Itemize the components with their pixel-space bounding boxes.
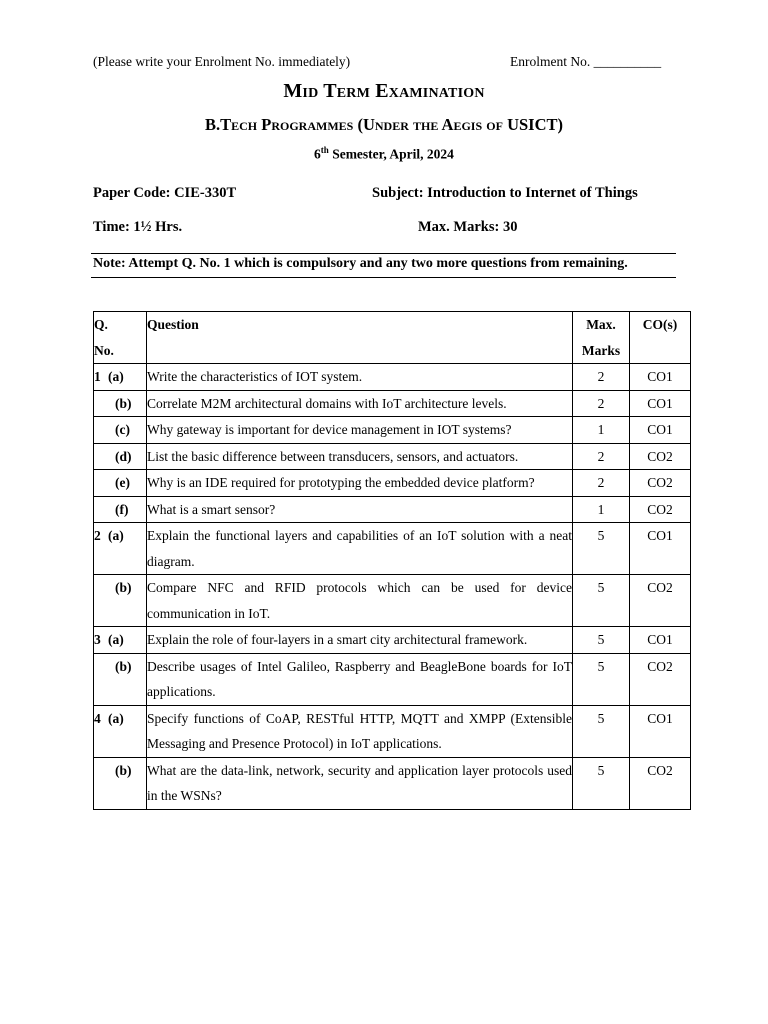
header-marks-line1: Max. (586, 317, 616, 332)
question-number (94, 705, 147, 757)
table-row (94, 757, 691, 809)
header-qno-line2: No. (94, 342, 114, 358)
course-outcome: CO2 (630, 496, 691, 523)
enrolment-instruction: (Please write your Enrolment No. immediately) (93, 54, 351, 69)
table-row (94, 496, 691, 523)
course-outcome: CO2 (630, 470, 691, 497)
table-row (94, 705, 691, 757)
question-number (94, 417, 147, 444)
question-marks: 1 (573, 417, 630, 444)
question-number (94, 364, 147, 391)
table-row (94, 390, 691, 417)
question-part: (d) (115, 448, 132, 464)
question-number (94, 757, 147, 809)
programme-title: B.Tech Programmes (Under the Aegis of USICT) (205, 115, 563, 134)
course-outcome: CO2 (630, 653, 691, 705)
header-qno (94, 312, 147, 364)
question-marks: 2 (573, 390, 630, 417)
course-outcome: CO1 (630, 627, 691, 654)
question-number (94, 575, 147, 627)
instruction-note: Note: Attempt Q. No. 1 which is compulsory and any two more questions from remaining. (93, 256, 628, 271)
question-number (94, 496, 147, 523)
question-text: Explain the role of four-layers in a smart city architectural framework. (147, 627, 573, 654)
question-table (93, 311, 691, 810)
table-row (94, 523, 691, 575)
question-marks: 2 (573, 443, 630, 470)
question-main-number: 3 (94, 632, 101, 647)
question-main-number: 4 (94, 710, 101, 726)
table-row (94, 575, 691, 627)
subject: Subject: Introduction to Internet of Things (372, 185, 638, 201)
max-marks: Max. Marks: 30 (418, 219, 518, 235)
course-outcome: CO2 (630, 757, 691, 809)
question-part: (b) (115, 762, 132, 778)
semester-text: Semester, April, 2024 (328, 146, 454, 162)
question-marks: 5 (573, 523, 630, 575)
question-rows (94, 364, 691, 810)
question-text: Compare NFC and RFID protocols which can be used for device communication in IoT. (147, 575, 573, 627)
question-marks: 5 (573, 757, 630, 809)
table-row (94, 443, 691, 470)
question-marks: 5 (573, 705, 630, 757)
question-number (94, 653, 147, 705)
note-bottom-rule (91, 277, 676, 278)
table-row (94, 653, 691, 705)
question-part: (f) (115, 501, 129, 517)
note-top-rule (91, 253, 676, 254)
question-text: Specify functions of CoAP, RESTful HTTP, MQTT and XMPP (Extensible Messaging and Presence Protocol) in IoT applications. (147, 705, 573, 757)
question-part: (c) (115, 422, 130, 437)
enrolment-number-label: Enrolment No. __________ (510, 54, 662, 69)
question-part: (a) (108, 369, 124, 384)
question-marks: 2 (573, 470, 630, 497)
header-marks-line2: Marks (581, 342, 621, 358)
question-marks: 1 (573, 496, 630, 523)
course-outcome: CO1 (630, 705, 691, 757)
question-part: (b) (115, 658, 132, 674)
question-text: Write the characteristics of IOT system. (147, 364, 573, 391)
question-marks: 5 (573, 653, 630, 705)
semester-number: 6 (314, 146, 321, 162)
question-marks: 5 (573, 627, 630, 654)
question-main-number: 2 (94, 528, 101, 543)
question-part: (b) (115, 580, 132, 595)
question-text: Explain the functional layers and capabilities of an IoT solution with a neat diagram. (147, 523, 573, 575)
course-outcome: CO1 (630, 417, 691, 444)
exam-time: Time: 1½ Hrs. (93, 219, 183, 235)
question-part: (a) (108, 710, 124, 726)
header-marks (573, 312, 630, 364)
course-outcome: CO1 (630, 364, 691, 391)
exam-title: Mid Term Examination (283, 80, 485, 102)
course-outcome: CO2 (630, 443, 691, 470)
question-marks: 2 (573, 364, 630, 391)
table-header-row (94, 312, 691, 364)
question-text: List the basic difference between transducers, sensors, and actuators. (147, 443, 573, 470)
question-text: Correlate M2M architectural domains with IoT architecture levels. (147, 390, 573, 417)
question-part: (a) (108, 632, 124, 647)
question-text: Describe usages of Intel Galileo, Raspberry and BeagleBone boards for IoT applications. (147, 653, 573, 705)
course-outcome: CO2 (630, 575, 691, 627)
semester-suffix: th (320, 145, 329, 155)
course-outcome: CO1 (630, 390, 691, 417)
question-number (94, 523, 147, 575)
table-row (94, 417, 691, 444)
question-part: (e) (115, 475, 130, 490)
paper-code: Paper Code: CIE-330T (93, 185, 237, 201)
table-row (94, 470, 691, 497)
question-number (94, 470, 147, 497)
header-co: CO(s) (630, 312, 691, 364)
question-main-number: 1 (94, 369, 101, 384)
semester-line (0, 145, 768, 163)
question-part: (b) (115, 395, 132, 411)
question-number (94, 443, 147, 470)
table-row (94, 364, 691, 391)
question-number (94, 390, 147, 417)
question-text: Why is an IDE required for prototyping the embedded device platform? (147, 470, 573, 497)
question-marks: 5 (573, 575, 630, 627)
question-text: Why gateway is important for device management in IOT systems? (147, 417, 573, 444)
question-part: (a) (108, 528, 124, 543)
question-text: What is a smart sensor? (147, 496, 573, 523)
question-text: What are the data-link, network, security and application layer protocols used in the WSNs? (147, 757, 573, 809)
course-outcome: CO1 (630, 523, 691, 575)
table-row (94, 627, 691, 654)
header-qno-line1: Q. (94, 317, 108, 332)
question-number (94, 627, 147, 654)
header-question: Question (147, 312, 573, 364)
